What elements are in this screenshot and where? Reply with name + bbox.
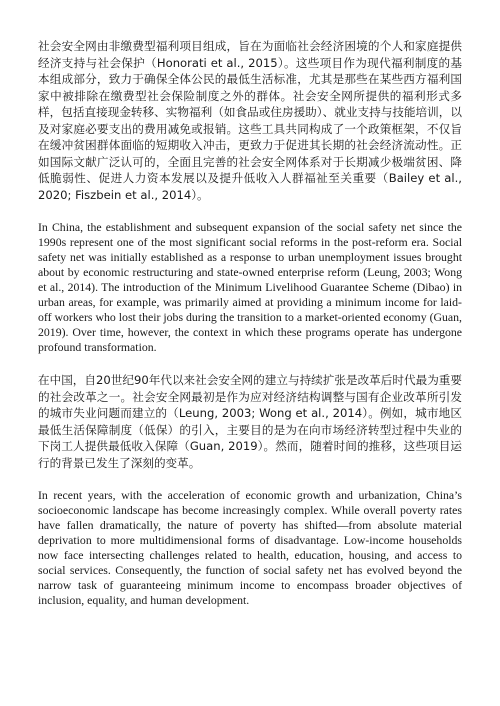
document-page [38, 38, 462, 608]
paragraph-chinese-2: 在中国，自20世纪90年代以来社会安全网的建立与持续扩张是改革后时代最为重要的社会改革之一。社会安全网最初是作为应对经济结构调整与国有企业改革所引发的城市失业问题而建立的（Leung, 2003; Wong et al., 2014）。例如，城市地区最低生活保障制度（低保）的引入，主要目的是为在向市场经济转型过程中失业的下岗工人提供最低收入保障（Guan, 2019）。然而，随着时间的推移，这些项目运行的背景已发生了深刻的变革。 [38, 373, 462, 470]
paragraph-english-2: In recent years, with the acceleration of economic growth and urbanization, China’s socioeconomic landscape has become increasingly complex. While overall poverty rates have fallen dramatically, the nature of poverty has shifted—from absolute material deprivation to more multidimensional forms of disadvantage. Low-income households now face intersecting challenges related to health, education, housing, and access to social services. Consequently, the function of social safety net has evolved beyond the narrow task of guaranteeing minimum income to encompass broader objectives of inclusion, equality, and human development. [38, 488, 462, 607]
paragraph-chinese-1: 社会安全网由非缴费型福利项目组成，旨在为面临社会经济困境的个人和家庭提供经济支持与社会保护（Honorati et al., 2015）。这些项目作为现代福利制度的基本组成部分，致力于确保全体公民的最低生活标准，尤其是那些在某些西方福利国家中被排除在缴费型社会保险制度之外的群体。社会安全网所提供的福利形式多样，包括直接现金转移、实物福利（如食品或住房援助）、就业支持与技能培训，以及对家庭必要支出的费用减免或报销。这些工具共同构成了一个政策框架，不仅旨在缓冲贫困群体面临的短期收入冲击，更致力于促进其长期的社会经济流动性。正如国际文献广泛认可的，全面且完善的社会安全网体系对于长期减少极端贫困、降低脆弱性、促进人力资本发展以及提升低收入人群福祉至关重要（Bailey et al., 2020; Fiszbein et al., 2014）。 [38, 39, 462, 202]
paragraph-english-1: In China, the establishment and subsequent expansion of the social safety net since the 1990s represent one of the most significant social reforms in the post-reform era. Social safety net was initially established as a response to urban unemployment issues brought about by economic restructuring and state-owned enterprise reform (Leung, 2003; Wong et al., 2014). The introduction of the Minimum Livelihood Guarantee Scheme (Dibao) in urban areas, for example, was primarily aimed at providing a minimum income for laid-off workers who lost their jobs during the transition to a market-oriented economy (Guan, 2019). Over time, however, the context in which these programs operate has undergone profound transformation. [38, 220, 462, 354]
